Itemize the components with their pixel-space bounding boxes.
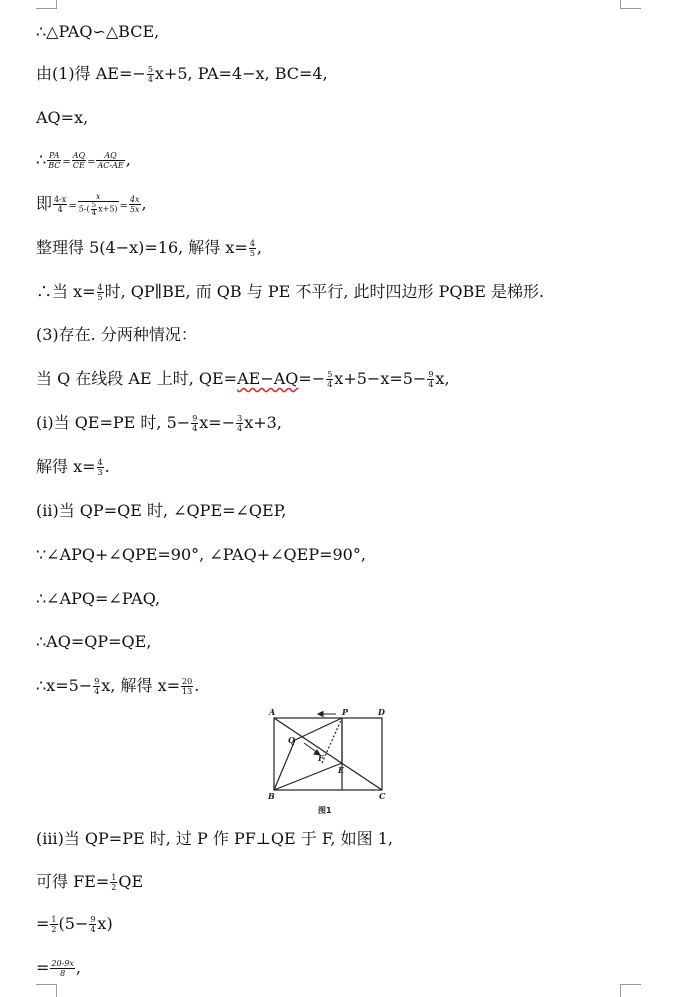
line-case-ii: (ii)当 QP=QE 时, ∠QPE=∠QEP, [36, 501, 287, 520]
line-from-part1: 由(1)得 AE=− $\frac{5}{4}$ x+5, PA=4−x, BC=4, [36, 64, 328, 84]
figure-1 [262, 705, 392, 821]
line-case-i-solution: 解得 x= $\frac{4}{3}$ . [36, 457, 110, 477]
figure-1-diagram [262, 705, 392, 817]
page-corner-bottom-left [36, 984, 57, 997]
line-angle-equal: ∴∠APQ=∠PAQ, [36, 589, 161, 608]
diagonal-ac [274, 718, 382, 790]
label-e: E [338, 765, 345, 775]
arrow-p-left-head [318, 712, 323, 717]
line-part3: (3)存在. 分两种情况： [36, 325, 197, 344]
segment-qp [295, 718, 342, 740]
line-ratio: ∴ $\frac{PA}{BC}$ = $\frac{AQ}{CE}$ = $\frac{AQ}{AC-AE}$ , [36, 150, 131, 170]
line-fe: 可得 FE= $\frac{1}{2}$ QE [36, 872, 144, 892]
line-qe-expression: 当 Q 在线段 AE 上时, QE=AE−AQ=− $\frac{5}{4}$ x+5−x=5− $\frac{9}{4}$ x, [36, 369, 450, 389]
line-solve-x: 整理得 5(4−x)=16, 解得 x= $\frac{4}{5}$ , [36, 238, 263, 258]
line-similar-triangles: ∴△PAQ∽△BCE, [36, 22, 160, 41]
line-segments-equal: ∴AQ=QP=QE, [36, 632, 152, 651]
label-p: P [342, 707, 349, 717]
label-f: F [318, 753, 324, 763]
label-b: B [268, 791, 275, 801]
line-case-iii: (iii)当 QP=PE 时, 过 P 作 PF⊥QE 于 F, 如图 1, [36, 829, 393, 848]
line-case-ii-solution: ∴x=5− $\frac{9}{4}$ x, 解得 x= $\frac{20}{13}$ . [36, 676, 200, 696]
line-fe-expand: = $\frac{1}{2}$ (5− $\frac{9}{4}$ x) [36, 914, 113, 934]
label-q: Q [288, 735, 295, 745]
label-a: A [269, 707, 276, 717]
page-corner-top-right [620, 0, 641, 9]
label-c: C [379, 791, 386, 801]
line-substitute: 即 $\frac{4-x}{4}$ = x 5-( $\frac{5}{4}$ x+5) = $\frac{4x}{5x}$ , [36, 192, 147, 217]
page-corner-top-left [36, 0, 57, 9]
line-fe-result: = $\frac{20-9x}{8}$ , [36, 958, 81, 978]
line-angles: ∵∠APQ+∠QPE=90°, ∠PAQ+∠QEP=90°, [36, 545, 366, 564]
line-case-i: (i)当 QE=PE 时, 5− $\frac{9}{4}$ x=− $\frac{3}{4}$ x+3, [36, 413, 282, 433]
line-trapezoid: ∴当 x= $\frac{4}{5}$ 时, QP∥BE, 而 QB 与 PE 不平行, 此时四边形 PQBE 是梯形. [36, 282, 545, 302]
page-corner-bottom-right [620, 984, 641, 997]
line-aq: AQ=x, [36, 108, 89, 127]
figure-caption: 图1 [318, 806, 332, 815]
label-d: D [378, 707, 385, 717]
